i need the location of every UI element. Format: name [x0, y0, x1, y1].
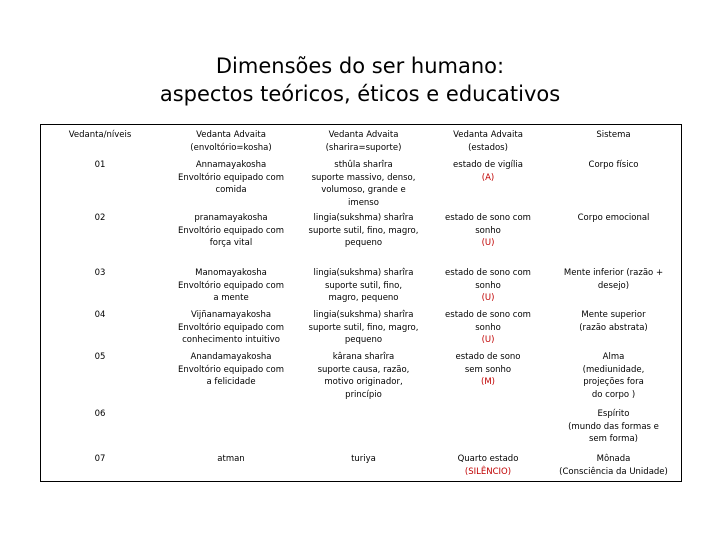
cell-line: do corpo ) [591, 389, 636, 400]
header-estados: Vedanta Advaita (estados) [453, 130, 523, 153]
cell-line: imenso [348, 197, 379, 208]
level-number: 07 [94, 454, 106, 464]
estado-code: (M) [481, 377, 495, 387]
estado-code: (A) [481, 172, 495, 183]
cell-line: pranamayakosha [194, 213, 268, 223]
row-sharira [291, 309, 436, 347]
row-sistema [546, 408, 681, 446]
cell-line: (Consciência da Unidade) [559, 466, 668, 477]
cell-line: Alma [602, 352, 625, 362]
header-envoltorio: Vedanta Advaita (envoltório=kosha) [190, 130, 272, 153]
cell-line: estado de sono com [445, 310, 531, 320]
cell-line: estado de sono com [445, 268, 531, 278]
cell-line: magro, pequeno [328, 293, 399, 303]
cell-line: desejo) [597, 280, 630, 291]
row-envoltorio [161, 351, 301, 389]
row-sharira [291, 453, 436, 466]
cell-line: suporte massivo, denso, [311, 172, 416, 183]
row-sharira [291, 159, 436, 209]
cell-line: pequeno [344, 335, 383, 345]
row-level [45, 212, 155, 225]
cell-line: conhecimento intuitivo [182, 335, 280, 345]
cell-line: Envoltório equipado com [177, 280, 285, 291]
estado-code: (U) [481, 293, 495, 303]
estado-code: (SILÊNCIO) [464, 466, 512, 477]
cell-line: volumoso, grande e [321, 185, 406, 195]
title-line-2: aspectos teóricos, éticos e educativos [159, 82, 561, 106]
row-envoltorio [161, 453, 301, 466]
cell-line: força vital [209, 238, 253, 248]
cell-line: Anandamayakosha [190, 352, 272, 362]
cell-line: Corpo físico [588, 160, 639, 170]
cell-line: sonho [475, 322, 501, 333]
row-sistema [546, 309, 681, 334]
row-sistema [546, 453, 681, 478]
row-estado [424, 453, 552, 478]
row-sharira [291, 351, 436, 401]
cell-line: suporte sutil, fino, magro, [308, 322, 419, 333]
cell-line: (mediunidade, [582, 364, 645, 375]
cell-line: estado de sono [455, 352, 521, 362]
cell-line: kârana sharîra [332, 352, 395, 362]
dimensions-table [40, 124, 682, 482]
cell-line: Annamayakosha [195, 160, 267, 170]
row-estado [424, 267, 552, 305]
cell-line: Manomayakosha [195, 268, 267, 278]
cell-line: estado de vigília [453, 160, 523, 170]
row-envoltorio [161, 159, 301, 197]
header-sharira: Vedanta Advaita (sharira=suporte) [325, 130, 402, 153]
cell-line: Espírito [597, 409, 630, 419]
cell-line: suporte causa, razão, [317, 364, 410, 375]
row-level [45, 309, 155, 322]
cell-line: princípio [345, 389, 382, 400]
row-sharira [291, 212, 436, 250]
cell-line: suporte sutil, fino, magro, [308, 225, 419, 236]
level-number: 03 [94, 268, 106, 278]
row-envoltorio [161, 309, 301, 347]
cell-line: Envoltório equipado com [177, 225, 285, 236]
cell-line: Corpo emocional [577, 213, 650, 223]
page-title [0, 52, 720, 108]
cell-line: sonho [475, 225, 501, 236]
header-sistema: Sistema [596, 130, 631, 140]
title-line-1: Dimensões do ser humano: [215, 54, 505, 78]
cell-line: lingia(sukshma) sharîra [313, 310, 414, 320]
cell-line: Vijñanamayakosha [190, 310, 272, 320]
level-number: 05 [94, 352, 106, 362]
cell-line: atman [217, 454, 245, 464]
row-estado [424, 309, 552, 347]
cell-line: estado de sono com [445, 213, 531, 223]
row-level [45, 351, 155, 364]
cell-line: sem sonho [464, 364, 512, 375]
cell-line: motivo originador, [324, 377, 403, 387]
cell-line: a felicidade [206, 377, 256, 387]
cell-line: (razão abstrata) [579, 322, 648, 333]
row-sharira [291, 267, 436, 305]
cell-line: Envoltório equipado com [177, 364, 285, 375]
level-number: 01 [94, 160, 106, 170]
cell-line: pequeno [344, 238, 383, 248]
cell-line: comida [215, 185, 247, 195]
estado-code: (U) [481, 335, 495, 345]
cell-line: lingia(sukshma) sharîra [313, 268, 414, 278]
cell-line: Envoltório equipado com [177, 322, 285, 333]
level-number: 06 [94, 409, 106, 419]
header-levels: Vedanta/níveis [68, 130, 132, 140]
cell-line: Quarto estado [457, 454, 519, 464]
level-number: 02 [94, 213, 106, 223]
row-level [45, 408, 155, 421]
level-number: 04 [94, 310, 106, 320]
row-estado [424, 159, 552, 184]
cell-line: Mente inferior (razão + [563, 268, 664, 278]
cell-line: sem forma) [589, 434, 638, 444]
row-level [45, 453, 155, 466]
row-level [45, 159, 155, 172]
cell-line: sonho [475, 280, 501, 291]
row-sistema [546, 212, 681, 225]
cell-line: suporte sutil, fino, [324, 280, 403, 291]
cell-line: turiya [351, 454, 376, 464]
cell-line: lingia(sukshma) sharîra [313, 213, 414, 223]
row-envoltorio [161, 267, 301, 305]
cell-line: Mônada [596, 454, 631, 464]
row-level [45, 267, 155, 280]
cell-line: Mente superior [581, 310, 646, 320]
estado-code: (U) [481, 238, 495, 248]
row-sistema [546, 159, 681, 172]
cell-line: a mente [213, 293, 249, 303]
row-envoltorio [161, 212, 301, 250]
cell-line: sthûla sharîra [334, 160, 393, 170]
cell-line: projeções fora [583, 377, 644, 387]
row-sistema [546, 267, 681, 292]
row-estado [424, 351, 552, 389]
cell-line: (mundo das formas e [568, 421, 659, 432]
cell-line: Envoltório equipado com [177, 172, 285, 183]
row-estado [424, 212, 552, 250]
row-sistema [546, 351, 681, 401]
